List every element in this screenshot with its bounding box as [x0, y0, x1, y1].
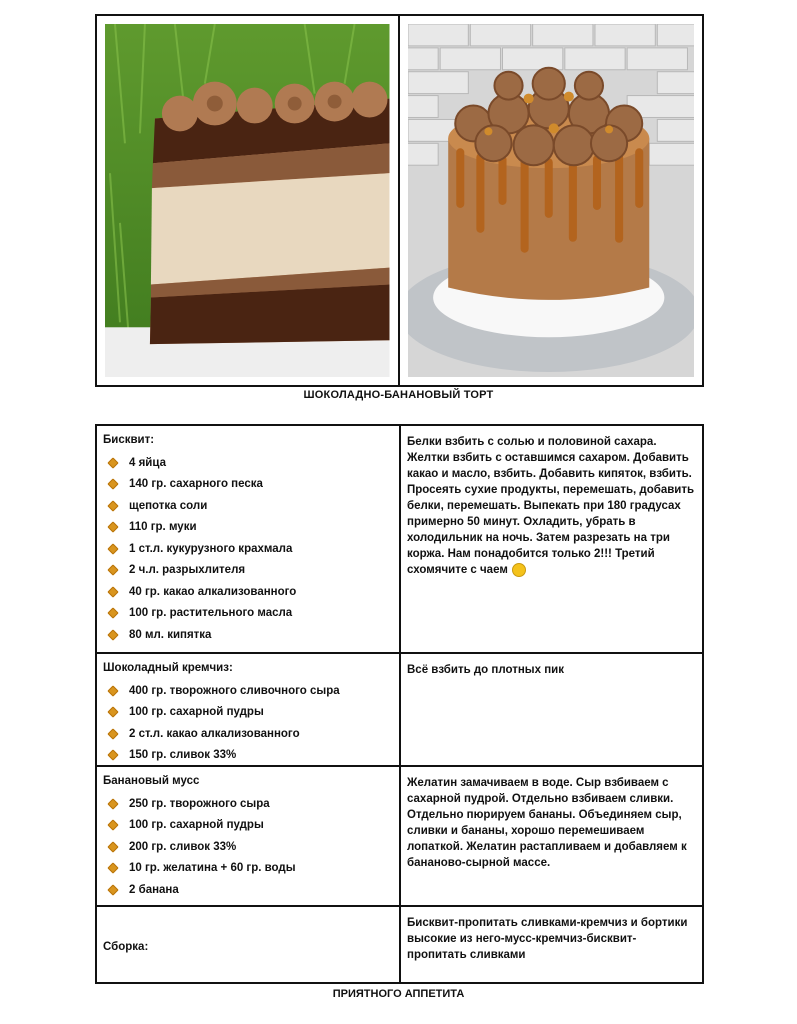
bullet-icon — [107, 586, 118, 597]
bullet-icon — [107, 707, 118, 718]
whole-cake-photo — [408, 24, 695, 377]
ingredient-item: 150 гр. сливок 33% — [103, 745, 393, 767]
photo-cell-whole-cake — [400, 16, 703, 385]
bullet-icon — [107, 457, 118, 468]
bullet-icon — [107, 543, 118, 554]
section-title: Сборка: — [103, 940, 149, 953]
ingredient-item: 10 гр. желатина + 60 гр. воды — [103, 858, 393, 880]
bullet-icon — [107, 863, 118, 874]
bullet-icon — [107, 685, 118, 696]
bullet-icon — [107, 841, 118, 852]
ingredient-item: 80 мл. кипятка — [103, 624, 393, 646]
recipe-table — [95, 424, 704, 984]
photo-cell-cake-slice — [97, 16, 400, 385]
wink-emoji-icon — [512, 563, 526, 577]
method-cell — [401, 907, 702, 982]
cake-slice-photo — [105, 24, 390, 377]
ingredient-item: 2 ч.л. разрыхлителя — [103, 560, 393, 582]
ingredient-item: 40 гр. какао алкализованного — [103, 581, 393, 603]
bullet-icon — [107, 608, 118, 619]
table-row-cream — [97, 654, 702, 767]
ingredients-cell — [97, 767, 401, 905]
ingredient-item: 100 гр. растительного масла — [103, 603, 393, 625]
ingredient-item: 110 гр. муки — [103, 517, 393, 539]
ingredient-item: 400 гр. творожного сливочного сыра — [103, 680, 393, 702]
method-text: Белки взбить с солью и половиной сахара. Желтки взбить с оставшимся сахаром. Добавить какао и масло, взбить. Добавить кипяток, взбить. Просеять сухие продукты, перемешать, добавить белки, перемешать. Выпекать при 180 градусах примерно 50 минут. Охладить, убрать в холодильник на ночь. Затем разрезать на три коржа. Нам понадобится только 2!!! Третий схомячите с чаем — [407, 436, 695, 576]
table-row-biscuit — [97, 426, 702, 654]
bullet-icon — [107, 479, 118, 490]
ingredient-item: 1 ст.л. кукурузного крахмала — [103, 538, 393, 560]
method-text: Бисквит-пропитать сливками-кремчиз и бортики высокие из него-мусс-кремчиз-бисквит-пропитать сливками — [407, 917, 688, 961]
bullet-icon — [107, 820, 118, 831]
footer-text: ПРИЯТНОГО АППЕТИТА — [332, 988, 465, 1000]
ingredients-cell — [97, 654, 401, 765]
method-cell — [401, 767, 702, 905]
bullet-icon — [107, 728, 118, 739]
ingredient-item: 250 гр. творожного сыра — [103, 793, 393, 815]
table-row-banana-mousse — [97, 767, 702, 907]
table-row-assembly — [97, 907, 702, 982]
bullet-icon — [107, 565, 118, 576]
bullet-icon — [107, 750, 118, 761]
ingredients-cell — [97, 907, 401, 982]
recipe-title: ШОКОЛАДНО-БАНАНОВЫЙ ТОРТ — [303, 389, 494, 401]
ingredients-cell — [97, 426, 401, 652]
bullet-icon — [107, 629, 118, 640]
bullet-icon — [107, 500, 118, 511]
ingredient-item: 100 гр. сахарной пудры — [103, 702, 393, 724]
ingredient-item: 100 гр. сахарной пудры — [103, 815, 393, 837]
method-cell — [401, 426, 702, 652]
photo-table — [95, 14, 704, 387]
ingredient-item: 200 гр. сливок 33% — [103, 836, 393, 858]
method-cell — [401, 654, 702, 765]
method-text: Всё взбить до плотных пик — [407, 664, 564, 676]
ingredient-item: 2 ст.л. какао алкализованного — [103, 723, 393, 745]
bullet-icon — [107, 522, 118, 533]
method-text: Желатин замачиваем в воде. Сыр взбиваем с сахарной пудрой. Отдельно взбиваем сливки. Отдельно пюрируем бананы. Объединяем сыр, сливки и бананы, хорошо перемешиваем лопаткой. Желатин растапливаем и добавляем к бананово-сырной массе. — [407, 777, 687, 869]
section-title: Банановый мусс — [103, 775, 200, 787]
ingredient-item: 4 яйца — [103, 452, 393, 474]
section-title: Шоколадный кремчиз: — [103, 662, 233, 674]
ingredient-item: щепотка соли — [103, 495, 393, 517]
ingredient-item: 2 банана — [103, 879, 393, 901]
bullet-icon — [107, 884, 118, 895]
section-title: Бисквит: — [103, 434, 155, 446]
bullet-icon — [107, 798, 118, 809]
ingredient-item: 140 гр. сахарного песка — [103, 474, 393, 496]
